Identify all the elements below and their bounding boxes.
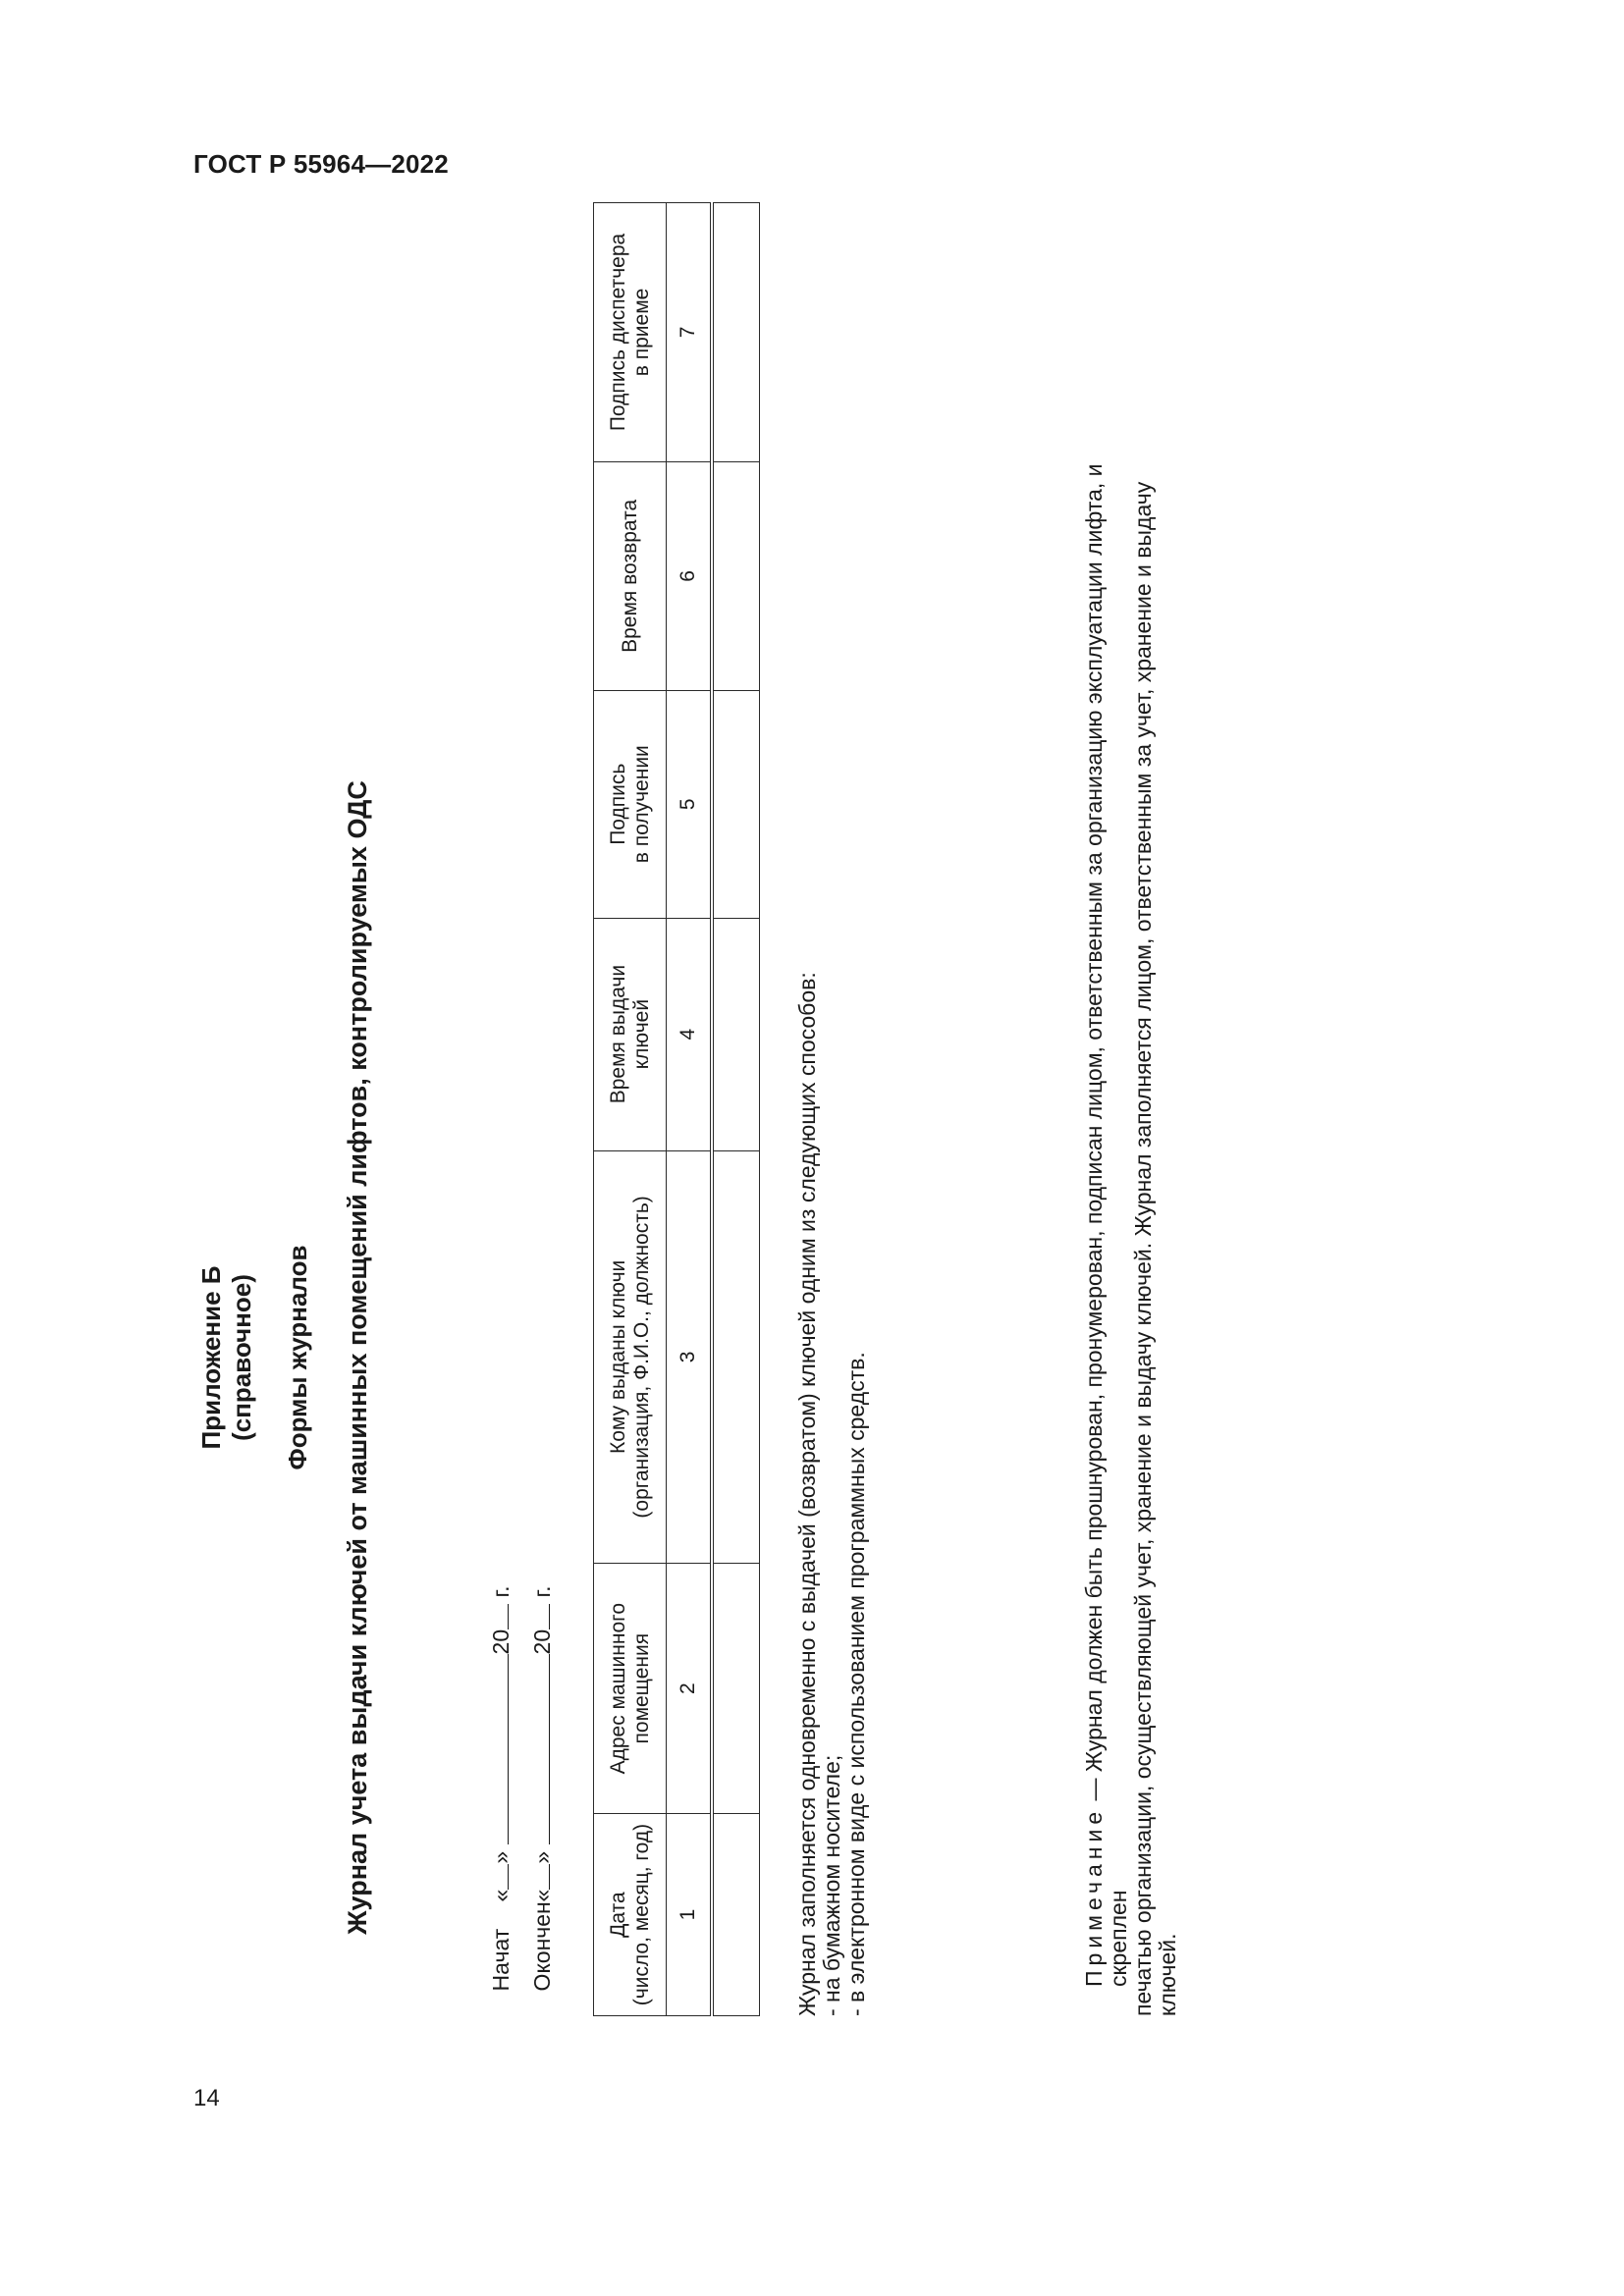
fill-option-paper: - на бумажном носителе; bbox=[819, 1754, 844, 2016]
empty-table-row bbox=[712, 203, 760, 2016]
month-blank bbox=[529, 1654, 550, 1844]
landscape-content bbox=[0, 233, 1624, 2296]
note-line2: печатью организации, осуществляющей учет, хранение и выдачу ключей. Журнал заполняется лицом, ответственным за учет, хранение и выдачу ключей. bbox=[1130, 481, 1180, 2016]
appendix-title: Приложение Б bbox=[196, 1265, 226, 1450]
section-title: Формы журналов bbox=[283, 1245, 312, 1470]
column-number: 3 bbox=[667, 1150, 713, 1564]
note-label: Примечание bbox=[1081, 1806, 1107, 1987]
standard-header: ГОСТ Р 55964—2022 bbox=[193, 149, 449, 179]
page-number: 14 bbox=[193, 2085, 220, 2111]
note bbox=[1082, 446, 1180, 2016]
column-header: Подпись в получении bbox=[594, 690, 667, 918]
note-line1: — Журнал должен быть прошнурован, пронумерован, подписан лицом, ответственным за организацию эксплуатации лифта, и скреплен bbox=[1081, 463, 1131, 1987]
column-header: Подпись диспетчера в приеме bbox=[594, 203, 667, 462]
fill-option-electronic: - в электронном виде с использованием программных средств. bbox=[843, 1352, 869, 2016]
column-header: Время возврата bbox=[594, 461, 667, 690]
start-label: Начат bbox=[488, 1928, 514, 1992]
end-date-line: Окончен«» 20 г. bbox=[529, 1585, 555, 1992]
column-number: 7 bbox=[667, 203, 713, 462]
journal-table bbox=[593, 202, 760, 2016]
column-header: Время выдачи ключей bbox=[594, 918, 667, 1150]
start-date-line: Начат«» 20 г. bbox=[488, 1585, 514, 1992]
column-header: Дата (число, месяц, год) bbox=[594, 1814, 667, 2016]
end-label: Окончен bbox=[529, 1901, 555, 1992]
column-number: 2 bbox=[667, 1564, 713, 1814]
fill-info bbox=[795, 972, 869, 2016]
table-header-row bbox=[594, 203, 667, 2016]
fill-intro: Журнал заполняется одновременно с выдачей (возвратом) ключей одним из следующих способов: bbox=[794, 972, 820, 2016]
column-number-row bbox=[667, 203, 713, 2016]
column-header: Адрес машинного помещения bbox=[594, 1564, 667, 1814]
column-number: 1 bbox=[667, 1814, 713, 2016]
column-number: 5 bbox=[667, 690, 713, 918]
journal-title: Журнал учета выдачи ключей от машинных помещений лифтов, контролируемых ОДС bbox=[343, 780, 372, 1935]
column-number: 6 bbox=[667, 461, 713, 690]
column-header: Кому выданы ключи (организация, Ф.И.О., должность) bbox=[594, 1150, 667, 1564]
column-number: 4 bbox=[667, 918, 713, 1150]
year-blank bbox=[529, 1604, 550, 1629]
appendix-subtitle: (справочное) bbox=[227, 1274, 256, 1441]
day-blank bbox=[529, 1864, 550, 1890]
